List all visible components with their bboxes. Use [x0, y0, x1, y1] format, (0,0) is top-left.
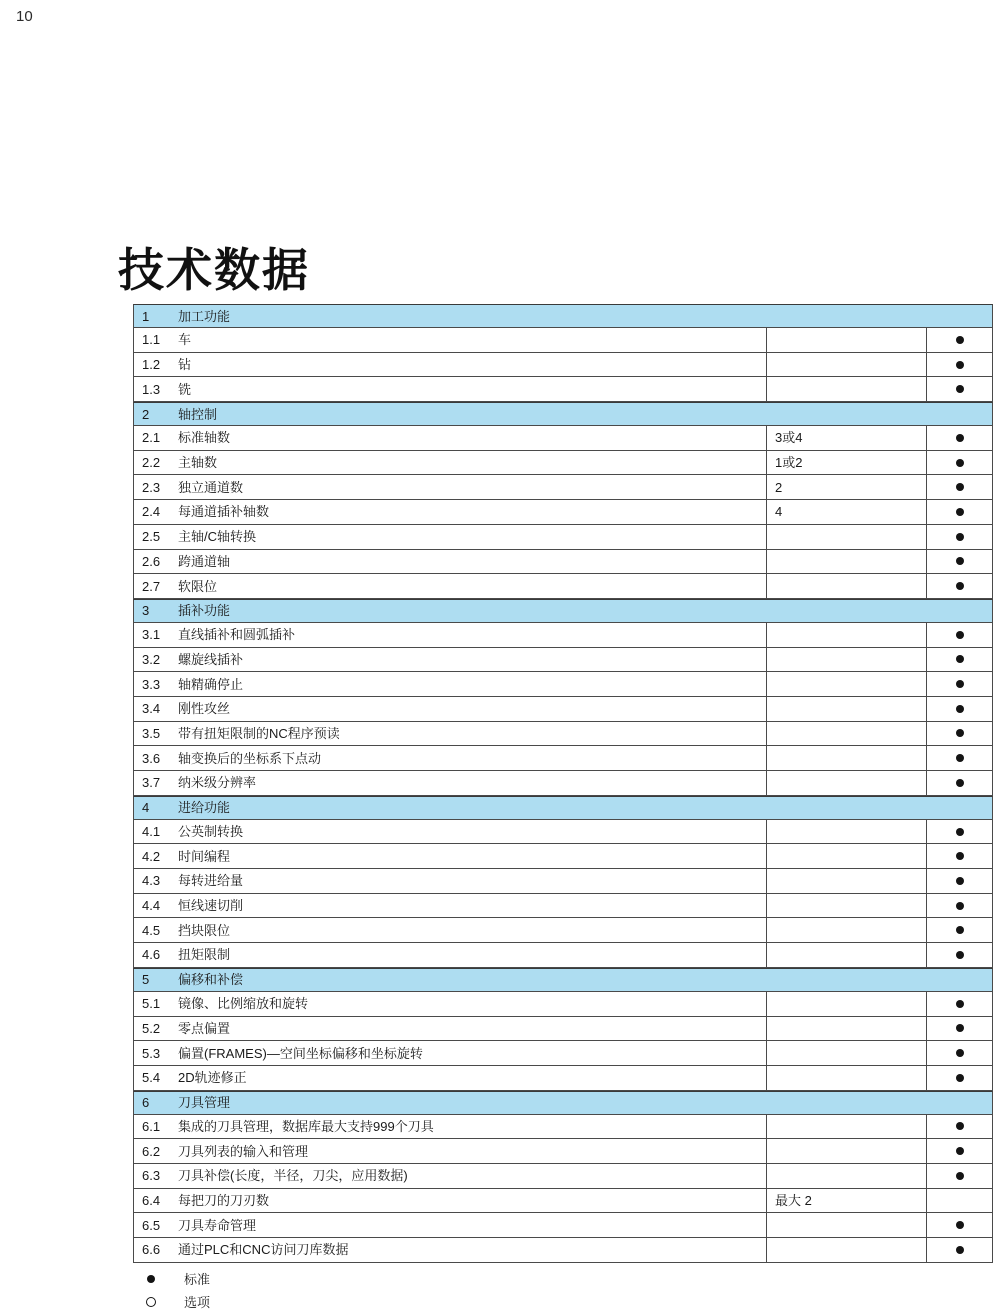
- status-marker: [926, 918, 992, 942]
- technical-data-table: [133, 304, 993, 1263]
- table-row: [133, 722, 993, 747]
- row-label: 加工功能: [178, 308, 231, 324]
- row-value: [766, 672, 926, 696]
- section-row: [133, 968, 993, 992]
- row-label: 刀具列表的输入和管理: [178, 1143, 309, 1159]
- row-number: 3: [142, 603, 150, 619]
- row-value: [766, 574, 926, 598]
- row-label: 纳米级分辨率: [178, 775, 257, 791]
- row-value: [766, 377, 926, 401]
- row-label: 轴变换后的坐标系下点动: [178, 750, 322, 766]
- row-label: 零点偏置: [178, 1020, 231, 1036]
- row-label: 通过PLC和CNC访问刀库数据: [178, 1242, 349, 1258]
- table-row: [133, 820, 993, 845]
- filled-circle-icon: [956, 1147, 964, 1155]
- row-value: [766, 746, 926, 770]
- filled-circle-icon: [956, 852, 964, 860]
- row-number: 5: [142, 972, 150, 988]
- row-number: 3.6: [142, 750, 161, 766]
- row-number: 2.1: [142, 430, 161, 446]
- row-value: [766, 550, 926, 574]
- status-marker: [926, 992, 992, 1016]
- table-row: [133, 1189, 993, 1214]
- row-value: [766, 844, 926, 868]
- row-number: 2.2: [142, 455, 161, 471]
- table-row: [133, 550, 993, 575]
- row-number: 6.4: [142, 1192, 161, 1208]
- status-marker: [926, 1017, 992, 1041]
- row-value: [766, 1238, 926, 1262]
- status-marker: [926, 451, 992, 475]
- section-row: [133, 599, 993, 623]
- status-marker: [926, 426, 992, 450]
- row-label: 镜像、比例缩放和旋转: [178, 996, 309, 1012]
- row-number: 4.4: [142, 898, 161, 914]
- table-row: [133, 771, 993, 796]
- status-marker: [926, 328, 992, 352]
- filled-circle-icon: [956, 828, 964, 836]
- row-number: 3.4: [142, 701, 161, 717]
- table-row: [133, 377, 993, 402]
- section-row: [133, 304, 993, 328]
- row-number: 4.1: [142, 824, 161, 840]
- table-row: [133, 697, 993, 722]
- row-number: 2: [142, 406, 150, 422]
- table-row: [133, 328, 993, 353]
- status-marker: [926, 1041, 992, 1065]
- row-label: 跨通道轴: [178, 553, 231, 569]
- row-label: 扭矩限制: [178, 947, 231, 963]
- status-marker: [926, 525, 992, 549]
- table-row: [133, 844, 993, 869]
- row-number: 6.3: [142, 1168, 161, 1184]
- legend-symbol: [144, 1297, 158, 1307]
- status-marker: [926, 697, 992, 721]
- filled-circle-icon: [956, 434, 964, 442]
- row-label: 独立通道数: [178, 479, 244, 495]
- status-marker: [926, 623, 992, 647]
- row-number: 1.2: [142, 357, 161, 373]
- filled-circle-icon: [956, 902, 964, 910]
- row-number: 4.2: [142, 848, 161, 864]
- filled-circle-icon: [956, 1221, 964, 1229]
- row-label: 挡块限位: [178, 922, 231, 938]
- filled-circle-icon: [956, 557, 964, 565]
- row-number: 5.4: [142, 1070, 161, 1086]
- row-label: 带有扭矩限制的NC程序预读: [178, 725, 340, 741]
- row-value: 3或4: [766, 426, 926, 450]
- filled-circle-icon: [956, 508, 964, 516]
- status-marker: [926, 648, 992, 672]
- table-row: [133, 1066, 993, 1091]
- row-number: 6.2: [142, 1143, 161, 1159]
- row-value: [766, 992, 926, 1016]
- row-value: 1或2: [766, 451, 926, 475]
- row-value: [766, 623, 926, 647]
- filled-circle-icon: [956, 336, 964, 344]
- filled-circle-icon: [956, 483, 964, 491]
- row-value: [766, 1066, 926, 1090]
- row-label: 2D轨迹修正: [178, 1070, 247, 1086]
- row-label: 车: [178, 332, 192, 348]
- row-value: [766, 894, 926, 918]
- status-marker: [926, 746, 992, 770]
- row-number: 6.5: [142, 1217, 161, 1233]
- status-marker: [926, 844, 992, 868]
- row-number: 6.1: [142, 1118, 161, 1134]
- section-row: [133, 1091, 993, 1115]
- row-number: 2.5: [142, 529, 161, 545]
- row-number: 2.6: [142, 553, 161, 569]
- legend-label: 选项: [184, 1295, 211, 1310]
- section-row: [133, 402, 993, 426]
- row-value: [766, 918, 926, 942]
- page-title: 技术数据: [118, 244, 310, 296]
- row-number: 5.2: [142, 1020, 161, 1036]
- status-marker: [926, 377, 992, 401]
- row-label: 刀具补偿(长度，半径，刀尖，应用数据): [178, 1168, 408, 1184]
- row-label: 主轴/C轴转换: [178, 529, 257, 545]
- table-row: [133, 1115, 993, 1140]
- filled-circle-icon: [956, 582, 964, 590]
- table-row: [133, 1238, 993, 1263]
- filled-circle-icon: [956, 926, 964, 934]
- page-number: 10: [16, 8, 33, 25]
- status-marker: [926, 894, 992, 918]
- section-row: [133, 796, 993, 820]
- row-label: 主轴数: [178, 455, 218, 471]
- status-marker: [926, 1115, 992, 1139]
- status-marker: [926, 550, 992, 574]
- row-number: 1.1: [142, 332, 161, 348]
- row-label: 铣: [178, 381, 192, 397]
- row-number: 2.7: [142, 578, 161, 594]
- row-label: 标准轴数: [178, 430, 231, 446]
- row-number: 5.3: [142, 1045, 161, 1061]
- row-value: [766, 1115, 926, 1139]
- table-row: [133, 943, 993, 968]
- filled-circle-icon: [956, 533, 964, 541]
- row-value: [766, 943, 926, 967]
- filled-circle-icon: [956, 1049, 964, 1057]
- row-value: [766, 869, 926, 893]
- row-number: 3.3: [142, 676, 161, 692]
- row-value: [766, 328, 926, 352]
- table-row: [133, 918, 993, 943]
- table-row: [133, 451, 993, 476]
- row-label: 时间编程: [178, 848, 231, 864]
- row-label: 恒线速切削: [178, 898, 244, 914]
- filled-circle-icon: [956, 361, 964, 369]
- row-label: 直线插补和圆弧插补: [178, 627, 296, 643]
- row-value: [766, 525, 926, 549]
- status-marker: [926, 869, 992, 893]
- filled-circle-icon: [956, 1000, 964, 1008]
- row-number: 6.6: [142, 1242, 161, 1258]
- row-label: 集成的刀具管理，数据库最大支持999个刀具: [178, 1118, 434, 1134]
- filled-circle-icon: [956, 877, 964, 885]
- status-marker: [926, 574, 992, 598]
- row-value: [766, 1213, 926, 1237]
- legend-item: [133, 1290, 210, 1313]
- row-label: 刚性攻丝: [178, 701, 231, 717]
- row-value: [766, 722, 926, 746]
- row-value: 最大 2: [766, 1189, 926, 1213]
- filled-circle-icon: [956, 385, 964, 393]
- row-value: [766, 771, 926, 795]
- row-value: [766, 820, 926, 844]
- row-number: 3.5: [142, 725, 161, 741]
- row-value: [766, 1017, 926, 1041]
- table-row: [133, 1213, 993, 1238]
- row-number: 2.4: [142, 504, 161, 520]
- filled-circle-icon: [147, 1275, 155, 1283]
- row-label: 轴精确停止: [178, 676, 244, 692]
- table-row: [133, 500, 993, 525]
- filled-circle-icon: [956, 779, 964, 787]
- status-marker: [926, 500, 992, 524]
- row-value: [766, 1139, 926, 1163]
- row-value: [766, 1041, 926, 1065]
- row-value: [766, 648, 926, 672]
- row-value: 4: [766, 500, 926, 524]
- filled-circle-icon: [956, 705, 964, 713]
- status-marker: [926, 1164, 992, 1188]
- status-marker: [926, 1139, 992, 1163]
- table-row: [133, 1139, 993, 1164]
- table-row: [133, 894, 993, 919]
- hollow-circle-icon: [146, 1297, 156, 1307]
- filled-circle-icon: [956, 655, 964, 663]
- row-label: 每把刀的刀刃数: [178, 1192, 270, 1208]
- status-marker: [926, 353, 992, 377]
- table-row: [133, 1017, 993, 1042]
- table-row: [133, 426, 993, 451]
- row-number: 1: [142, 308, 150, 324]
- legend-item: [133, 1267, 210, 1290]
- row-label: 刀具管理: [178, 1095, 231, 1111]
- status-marker: [926, 1066, 992, 1090]
- row-label: 螺旋线插补: [178, 651, 244, 667]
- table-row: [133, 475, 993, 500]
- row-label: 每通道插补轴数: [178, 504, 270, 520]
- filled-circle-icon: [956, 754, 964, 762]
- row-number: 5.1: [142, 996, 161, 1012]
- legend: [133, 1267, 210, 1313]
- table-row: [133, 648, 993, 673]
- row-value: [766, 353, 926, 377]
- table-row: [133, 525, 993, 550]
- row-value: 2: [766, 475, 926, 499]
- filled-circle-icon: [956, 1074, 964, 1082]
- status-marker: [926, 475, 992, 499]
- filled-circle-icon: [956, 459, 964, 467]
- row-label: 偏移和补偿: [178, 972, 244, 988]
- status-marker: [926, 1189, 992, 1213]
- row-label: 轴控制: [178, 406, 218, 422]
- status-marker: [926, 943, 992, 967]
- row-number: 3.1: [142, 627, 161, 643]
- filled-circle-icon: [956, 729, 964, 737]
- filled-circle-icon: [956, 680, 964, 688]
- filled-circle-icon: [956, 951, 964, 959]
- legend-symbol: [144, 1275, 158, 1283]
- row-label: 公英制转换: [178, 824, 244, 840]
- row-label: 插补功能: [178, 603, 231, 619]
- row-label: 进给功能: [178, 800, 231, 816]
- table-row: [133, 746, 993, 771]
- row-value: [766, 697, 926, 721]
- filled-circle-icon: [956, 1246, 964, 1254]
- row-number: 6: [142, 1095, 150, 1111]
- row-label: 软限位: [178, 578, 218, 594]
- table-row: [133, 1164, 993, 1189]
- table-row: [133, 869, 993, 894]
- table-row: [133, 353, 993, 378]
- row-number: 4.6: [142, 947, 161, 963]
- row-label: 刀具寿命管理: [178, 1217, 257, 1233]
- row-label: 偏置(FRAMES)—空间坐标偏移和坐标旋转: [178, 1045, 423, 1061]
- table-row: [133, 992, 993, 1017]
- row-number: 2.3: [142, 479, 161, 495]
- row-label: 每转进给量: [178, 873, 244, 889]
- row-number: 3.7: [142, 775, 161, 791]
- table-row: [133, 1041, 993, 1066]
- status-marker: [926, 820, 992, 844]
- row-number: 1.3: [142, 381, 161, 397]
- row-label: 钻: [178, 357, 192, 373]
- status-marker: [926, 1213, 992, 1237]
- row-number: 4: [142, 800, 150, 816]
- row-number: 3.2: [142, 651, 161, 667]
- status-marker: [926, 1238, 992, 1262]
- status-marker: [926, 672, 992, 696]
- filled-circle-icon: [956, 1122, 964, 1130]
- filled-circle-icon: [956, 631, 964, 639]
- table-row: [133, 574, 993, 599]
- filled-circle-icon: [956, 1172, 964, 1180]
- row-number: 4.3: [142, 873, 161, 889]
- table-row: [133, 623, 993, 648]
- status-marker: [926, 771, 992, 795]
- filled-circle-icon: [956, 1024, 964, 1032]
- table-row: [133, 672, 993, 697]
- legend-label: 标准: [184, 1272, 211, 1287]
- row-value: [766, 1164, 926, 1188]
- status-marker: [926, 722, 992, 746]
- row-number: 4.5: [142, 922, 161, 938]
